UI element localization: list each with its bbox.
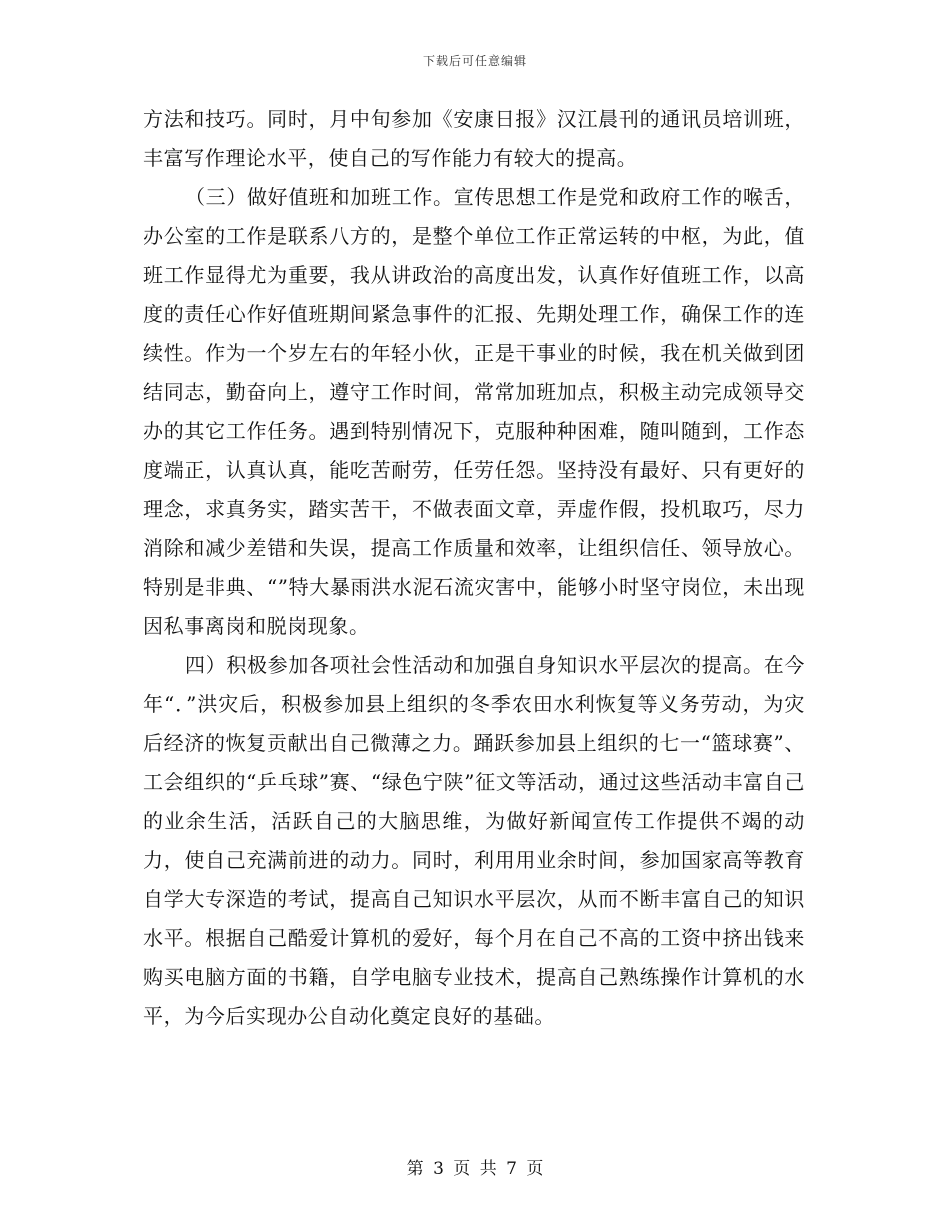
- paragraph-duty-overtime: （三）做好值班和加班工作。宣传思想工作是党和政府工作的喉舌，办公室的工作是联系八方的，是整个单位工作正常运转的中枢，为此，值班工作显得尤为重要，我从讲政治的高度出发，认真作好值班工作，以高度的责任心作好值班期间紧急事件的汇报、先期处理工作，确保工作的连续性。作为一个岁左右的年轻小伙，正是干事业的时候，我在机关做到团结同志，勤奋向上，遵守工作时间，常常加班加点，积极主动完成领导交办的其它工作任务。遇到特别情况下，克服种种困难，随叫随到，工作态度端正，认真认真，能吃苦耐劳，任劳任怨。坚持没有最好、只有更好的理念，求真务实，踏实苦干，不做表面文章，弄虚作假，投机取巧，尽力消除和减少差错和失误，提高工作质量和效率，让组织信任、领导放心。特别是非典、“”特大暴雨洪水泥石流灾害中，能够小时坚守岗位，未出现因私事离岗和脱岗现象。: [143, 185, 805, 638]
- page-header: 下载后可任意编辑: [422, 54, 527, 68]
- paragraph-social-activities: 四）积极参加各项社会性活动和加强自身知识水平层次的提高。在今年“．”洪灾后，积极参加县上组织的冬季农田水利恢复等义务劳动，为灾后经济的恢复贡献出自己微薄之力。踊跃参加县上组织的七一“篮球赛”、工会组织的“乒乓球”赛、“绿色宁陕”征文等活动，通过这些活动丰富自己的业余生活，活跃自己的大脑思维，为做好新闻宣传工作提供不竭的动力，使自己充满前进的动力。同时，利用用业余时间，参加国家高等教育自学大专深造的考试，提高自己知识水平层次，从而不断丰富自己的知识水平。根据自己酷爱计算机的爱好，每个月在自己不高的工资中挤出钱来购买电脑方面的书籍，自学电脑专业技术，提高自己熟练操作计算机的水平，为今后实现办公自动化奠定良好的基础。: [143, 653, 805, 1028]
- page-footer: 第 3 页 共 7 页: [406, 1159, 544, 1179]
- paragraph-continuation: 方法和技巧。同时，月中旬参加《安康日报》汉江晨刊的通讯员培训班，丰富写作理论水平，使自己的写作能力有较大的提高。: [143, 107, 805, 170]
- document-body: [143, 100, 805, 1036]
